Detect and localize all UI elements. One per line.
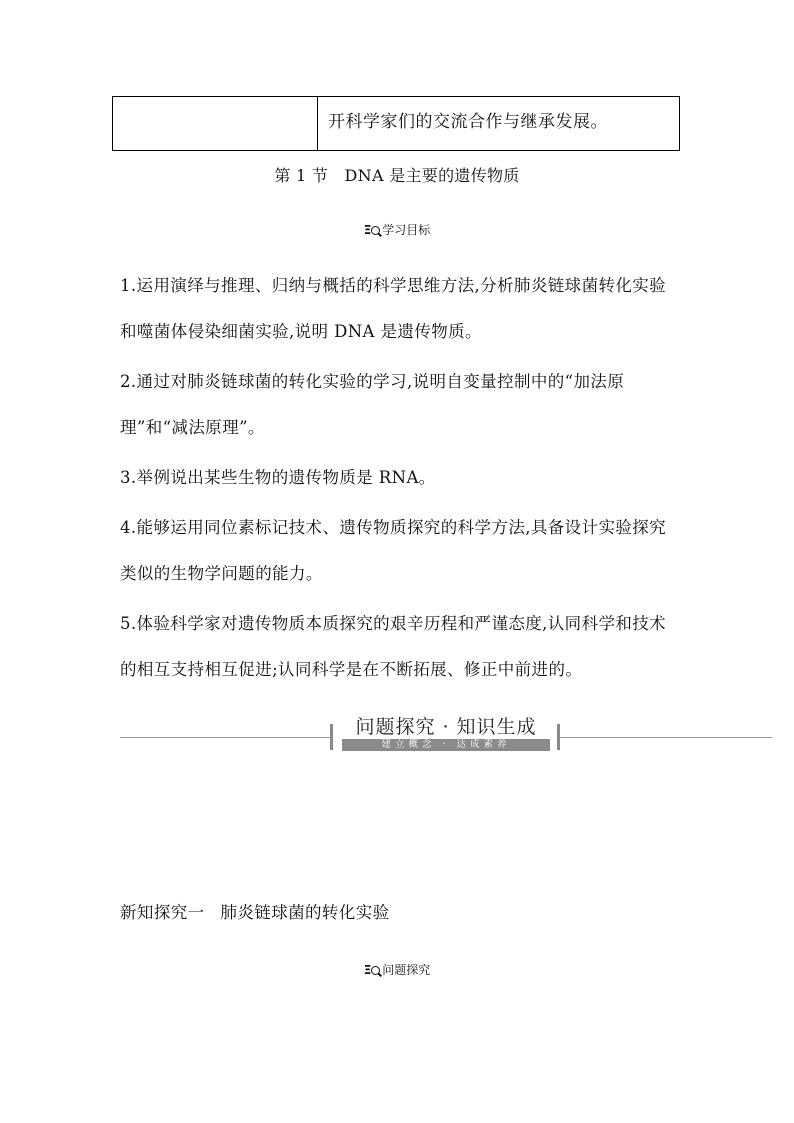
goal-item-3: 3.举例说出某些生物的遗传物质是 RNA。 [120, 468, 436, 487]
goal-item-5: 5.体验科学家对遗传物质本质探究的艰辛历程和严谨态度,认同科学和技术的相互支持相互促进;认同科学是在不断拓展、修正中前进的。 [120, 614, 667, 679]
magnifier-icon: Ξ [364, 223, 381, 237]
banner-subtitle: 建立概念 · 达成素养 [342, 739, 550, 751]
table-cell-right: 开科学家们的交流合作与继承发展。 [328, 112, 608, 132]
table-cell-left [113, 97, 318, 150]
problem-inquiry-heading [0, 961, 794, 978]
magnifier-icon: Ξ [364, 963, 381, 977]
banner-divider-left [120, 737, 330, 738]
section-title: 第 1 节 DNA 是主要的遗传物质 [274, 166, 520, 185]
section-banner [120, 716, 772, 756]
banner-title: 问题探究 · 知识生成 [355, 716, 537, 738]
problem-inquiry-label: 问题探究 [382, 963, 431, 977]
banner-divider-right [560, 737, 772, 738]
continuation-table [112, 96, 680, 151]
goal-item-2: 2.通过对肺炎链球菌的转化实验的学习,说明自变量控制中的“加法原理”和“减法原理”。 [120, 372, 625, 437]
learning-goals-heading [0, 221, 794, 238]
learning-goals-label: 学习目标 [382, 223, 431, 237]
inquiry-title: 肺炎链球菌的转化实验 [220, 903, 390, 922]
goal-item-1: 1.运用演绎与推理、归纳与概括的科学思维方法,分析肺炎链球菌转化实验和噬菌体侵染细菌实验,说明 DNA 是遗传物质。 [120, 276, 667, 341]
inquiry-heading [120, 899, 390, 923]
goal-item-4: 4.能够运用同位素标记技术、遗传物质探究的科学方法,具备设计实验探究类似的生物学问题的能力。 [120, 518, 667, 583]
inquiry-label: 新知探究一 [120, 903, 205, 922]
banner-bracket-left [330, 724, 333, 750]
